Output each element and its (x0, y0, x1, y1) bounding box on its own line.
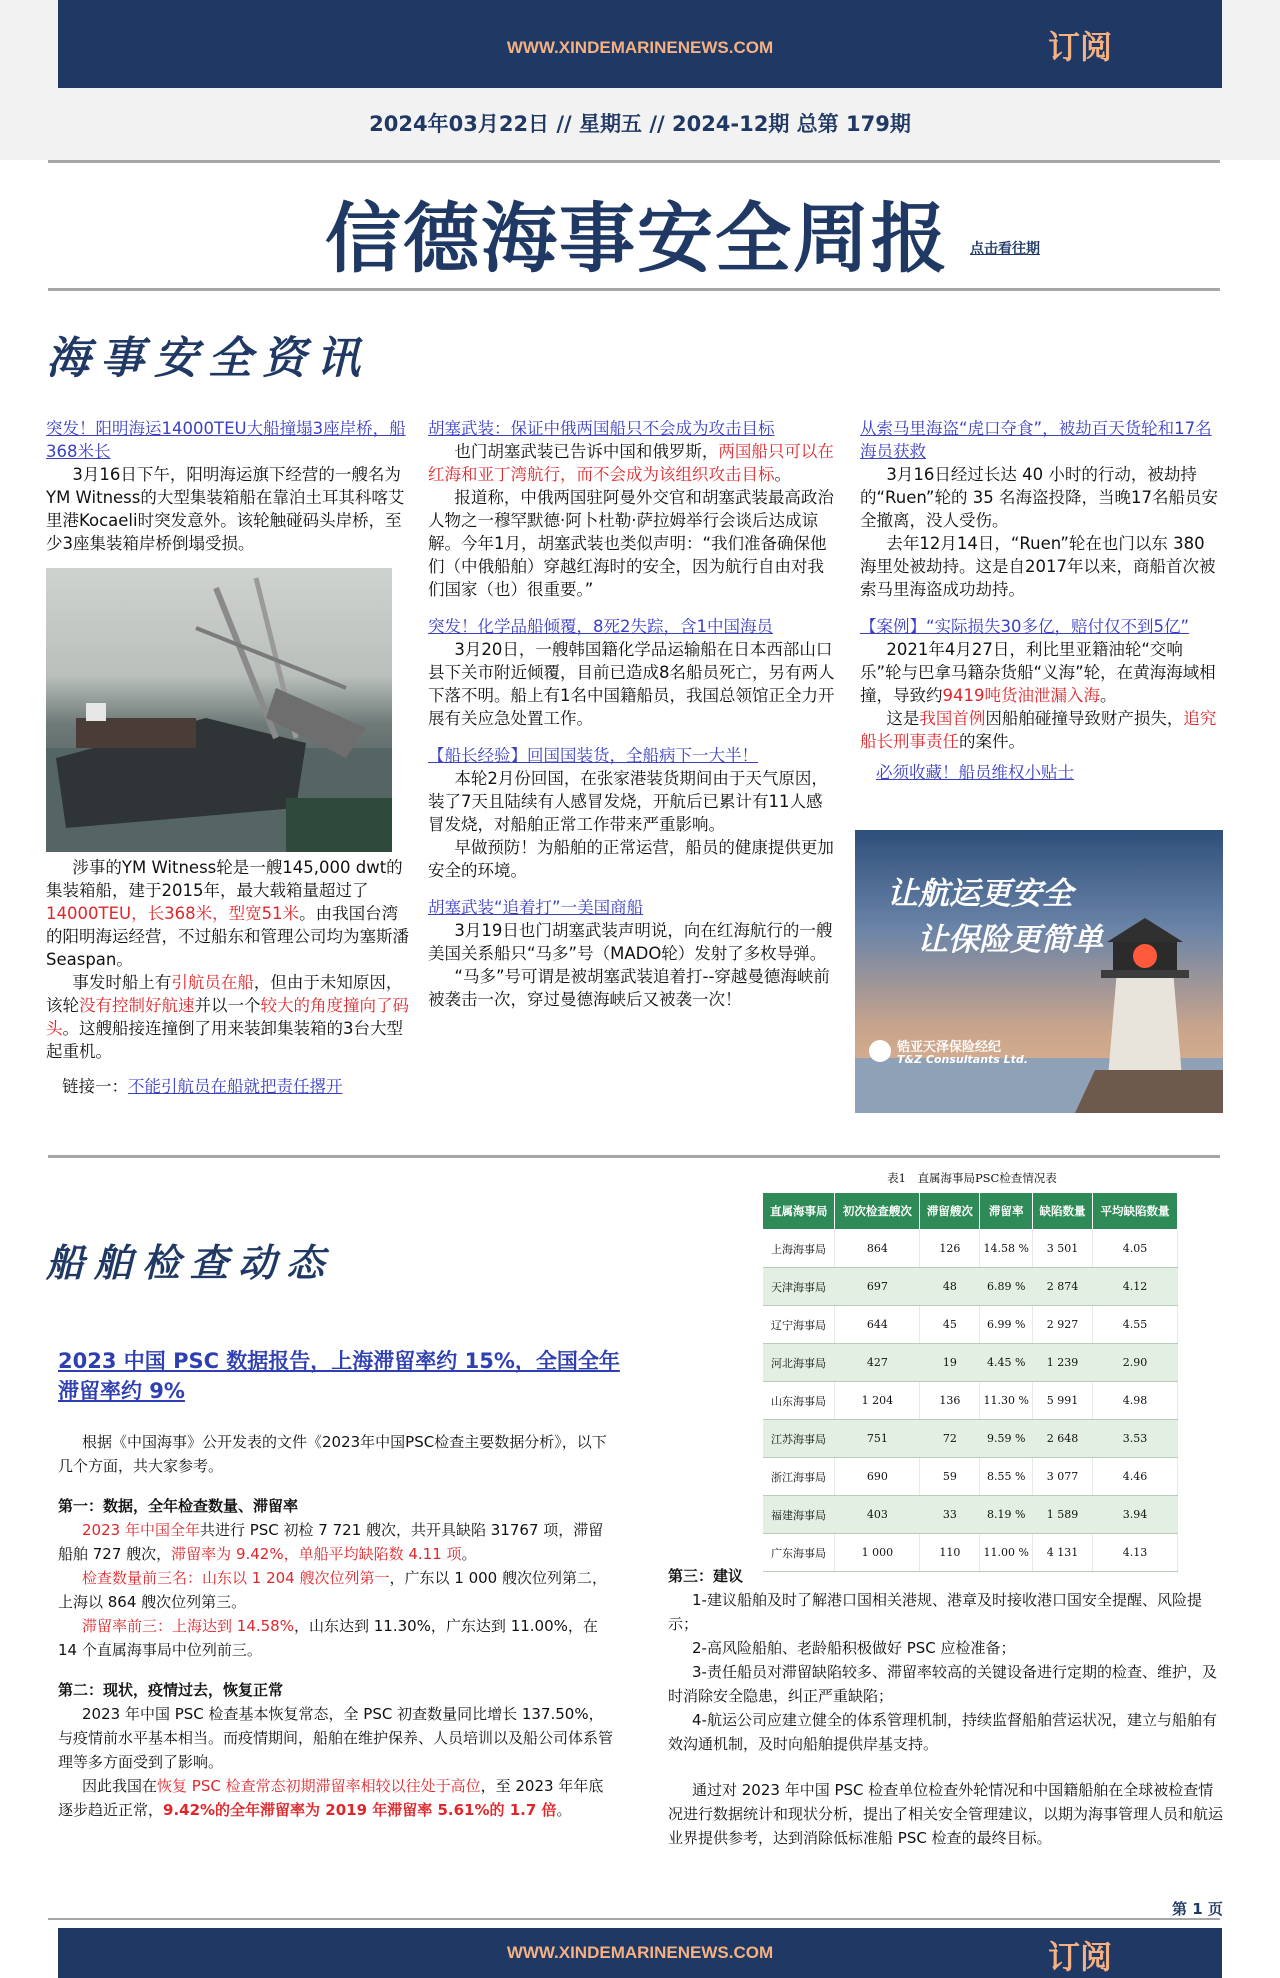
table-cell: 3 077 (1033, 1458, 1093, 1496)
paragraph: ，山东达到 11.30%，广东达到 11.00%，在 14 个直属海事局中位列前三。 (58, 1617, 598, 1659)
news-column-1b (46, 856, 410, 1098)
table-cell: 3.94 (1093, 1496, 1178, 1534)
table-cell: 126 (920, 1230, 980, 1268)
page-number: 第 1 页 (1172, 1900, 1223, 1918)
paragraph: ，至 2023 年年底逐步趋近正常， (58, 1777, 604, 1819)
table-cell: 4.98 (1093, 1382, 1178, 1420)
highlight-text: 9.42%的全年滞留率为 2019 年滞留率 5.61%的 1.7 倍 (163, 1801, 557, 1819)
table-caption: 表1 直属海事局PSC检查情况表 (887, 1171, 1057, 1185)
table-cell: 864 (835, 1230, 920, 1268)
article-link-seafarer-rights[interactable]: 必须收藏！船员维权小贴士 (876, 763, 1074, 782)
paragraph: 。 (1100, 686, 1117, 705)
psc-report-right (668, 1564, 1228, 1850)
site-url-link[interactable]: WWW.XINDEMARINENEWS.COM (506, 38, 774, 57)
table-cell: 697 (835, 1268, 920, 1306)
section-title-news: 海事安全资讯 (46, 333, 370, 384)
table-cell: 1 239 (1033, 1344, 1093, 1382)
paragraph: ，广东以 1 000 艘次位列第二，上海以 864 艘次位列第三。 (58, 1569, 607, 1611)
article-link-captain-experience[interactable]: 【船长经验】回国国装货，全船病下一大半！ (428, 746, 758, 765)
paragraph: 本轮2月份回国，在张家港装货期间由于天气原因，装了7天且陆续有人感冒发烧，开航后已累计有11人感冒发烧，对船舶正常工作带来严重影响。 (428, 769, 828, 834)
paragraph: 3月20日，一艘韩国籍化学品运输船在日本西部山口县下关市附近倾覆，目前已造成8名船员死亡，另有两人下落不明。船上有1名中国籍船员，我国总领馆正全力开展有关应急处置工作。 (428, 640, 835, 728)
highlight-text: 较大的角度撞向了码头 (46, 996, 409, 1038)
paragraph: 。这艘船接连撞倒了用来装卸集装箱的3台大型起重机。 (46, 1019, 403, 1061)
paragraph: 这是 (886, 709, 920, 728)
table-row (763, 1344, 1178, 1382)
divider (48, 160, 1220, 163)
table-cell: 天津海事局 (763, 1268, 835, 1306)
table-cell: 403 (835, 1496, 920, 1534)
table-cell: 751 (835, 1420, 920, 1458)
table-row (763, 1382, 1178, 1420)
table-cell: 33 (920, 1496, 980, 1534)
table-header-cell: 滞留率 (980, 1193, 1033, 1230)
table-cell: 2 648 (1033, 1420, 1093, 1458)
table-cell: 4.12 (1093, 1268, 1178, 1306)
table-row (763, 1268, 1178, 1306)
ad-company-en: T&Z Consultants Ltd. (897, 1053, 1028, 1066)
paragraph: 因船舶碰撞导致财产损失， (985, 709, 1184, 728)
highlight-text: 没有控制好航速 (79, 996, 195, 1015)
subscribe-link[interactable]: 订阅 (1047, 28, 1112, 66)
ad-company-cn: 锆亚天泽保险经纪 (897, 1040, 1002, 1055)
table-cell: 江苏海事局 (763, 1420, 835, 1458)
highlight-text: 引航员在船 (171, 973, 254, 992)
table-cell: 48 (920, 1268, 980, 1306)
table-cell: 4 131 (1033, 1534, 1093, 1572)
paragraph: 并以一个 (194, 996, 261, 1015)
paragraph: 2023 年中国 PSC 检查基本恢复常态，全 PSC 初查数量同比增长 137.50%，与疫情前水平基本相当。而疫情期间，船舶在维护保养、人员培训以及船公司体系管理等多方面受到了影响。 (58, 1705, 614, 1771)
table-cell: 4.13 (1093, 1534, 1178, 1572)
paragraph: 。 (556, 1801, 572, 1819)
article-link-houthi-us-ship[interactable]: 胡塞武装“追着打”一美国商船 (428, 898, 644, 917)
ad-slogan-1: 让航运更安全 (887, 876, 1073, 912)
table-cell: 3 501 (1033, 1230, 1093, 1268)
footer-bar (58, 1928, 1222, 1978)
table-cell: 3.53 (1093, 1420, 1178, 1458)
suggestion-item: 1-建议船舶及时了解港口国相关港规、港章及时接收港口国安全提醒、风险提示； (668, 1591, 1202, 1633)
table-cell: 4.55 (1093, 1306, 1178, 1344)
table-cell: 8.55 % (980, 1458, 1033, 1496)
psc-table (762, 1192, 1178, 1572)
paragraph: 3月19日也门胡塞武装声明说，向在红海航行的一艘美国关系船只“马多”号（MADO轮）发射了多枚导弹。 (428, 921, 833, 963)
paragraph: 通过对 2023 年中国 PSC 检查单位检查外轮情况和中国籍船舶在全球被检查情况进行数据统计和现状分析，提出了相关安全管理建议，以期为海事管理人员和航运业界提供参考，达到消除低标准船 PSC 检查的最终目标。 (668, 1781, 1224, 1847)
table-cell: 山东海事局 (763, 1382, 835, 1420)
table-cell: 福建海事局 (763, 1496, 835, 1534)
subheading: 第三：建议 (668, 1567, 744, 1585)
footer-url-link[interactable]: WWW.XINDEMARINENEWS.COM (506, 1943, 774, 1962)
paragraph: 2021年4月27日，利比里亚籍油轮“交响乐”轮与巴拿马籍杂货船“义海”轮，在黄海海域相撞，导致约 (860, 640, 1216, 705)
table-cell: 4.05 (1093, 1230, 1178, 1268)
highlight-text: 两国船只可以在红海和亚丁湾航行，而不会成为该组织攻击目标 (428, 442, 834, 484)
table-cell: 136 (920, 1382, 980, 1420)
table-row (763, 1306, 1178, 1344)
table-cell: 8.19 % (980, 1496, 1033, 1534)
link-label: 链接一： (62, 1077, 128, 1096)
article-link-chemical-tanker[interactable]: 突发！化学品船倾覆，8死2失踪，含1中国海员 (428, 617, 773, 636)
footer-subscribe-link[interactable]: 订阅 (1047, 1938, 1112, 1976)
table-row (763, 1420, 1178, 1458)
table-cell: 19 (920, 1344, 980, 1382)
highlight-text: 滞留率前三：上海达到 14.58% (82, 1617, 294, 1635)
table-cell: 6.89 % (980, 1268, 1033, 1306)
table-cell: 1 000 (835, 1534, 920, 1572)
divider (48, 1918, 1220, 1920)
paragraph: 根据《中国海事》公开发表的文件《2023年中国PSC检查主要数据分析》，以下几个方面，共大家参考。 (58, 1433, 607, 1475)
table-cell: 4.46 (1093, 1458, 1178, 1496)
company-logo-icon (869, 1040, 891, 1062)
table-cell: 14.58 % (980, 1230, 1033, 1268)
divider (48, 1155, 1220, 1158)
table-cell: 72 (920, 1420, 980, 1458)
table-cell: 1 204 (835, 1382, 920, 1420)
paragraph: 。 (774, 465, 791, 484)
dateline: 2024年03月22日 // 星期五 // 2024-12期 总第 179期 (369, 112, 911, 136)
table-cell: 5 991 (1033, 1382, 1093, 1420)
table-cell: 644 (835, 1306, 920, 1344)
suggestion-item: 3-责任船员对滞留缺陷较多、滞留率较高的关键设备进行定期的检查、维护，及时消除安全隐患，纠正严重缺陷； (668, 1663, 1217, 1705)
ship-crash-photo-illustration (46, 568, 392, 852)
paragraph: 报道称，中俄两国驻阿曼外交官和胡塞武装最高政治人物之一穆罕默德·阿卜杜勒·萨拉姆举行会谈后达成谅解。今年1月，胡塞武装也类似声明：“我们准备确保他们（中俄船舶）穿越红海时的安全，因为航行自由对我们国家（也）很重要。” (428, 488, 834, 599)
table-header-cell: 滞留艘次 (920, 1193, 980, 1230)
paragraph: 。由我国台湾的阳明海运经营，不过船东和管理公司均为塞斯潘Seaspan。 (46, 904, 409, 969)
paragraph: 去年12月14日，“Ruen”轮在也门以东 380 海里处被劫持。这是自2017年以来，商船首次被索马里海盗成功劫持。 (860, 534, 1216, 599)
table-cell: 11.30 % (980, 1382, 1033, 1420)
paragraph: ，但由于未知原因，该轮 (46, 973, 403, 1015)
highlight-text: 恢复 PSC 检查常态初期滞留率相较以往处于高位 (157, 1777, 481, 1795)
insurance-ad-banner[interactable] (855, 830, 1223, 1113)
table-cell: 110 (920, 1534, 980, 1572)
table-row (763, 1458, 1178, 1496)
psc-report-left (58, 1430, 618, 1822)
article-link-ym-witness[interactable]: 突发！阳明海运14000TEU大船撞塌3座岸桥，船368米长 (46, 419, 406, 461)
highlight-text: 2023 年中国全年 (82, 1521, 200, 1539)
paragraph: “马多”号可谓是被胡塞武装追着打--穿越曼德海峡前被袭击一次，穿过曼德海峡后又被袭一次！ (428, 967, 830, 1009)
table-header-cell: 初次检查艘次 (835, 1193, 920, 1230)
psc-table-figure (762, 1170, 1182, 1572)
table-cell: 辽宁海事局 (763, 1306, 835, 1344)
highlight-text: 检查数量前三名：山东以 1 204 艘次位列第一 (82, 1569, 390, 1587)
table-row (763, 1230, 1178, 1268)
section-title-inspection: 船舶检查动态 (46, 1240, 335, 1285)
paragraph: 的案件。 (959, 732, 1025, 751)
suggestion-item: 4-航运公司应建立健全的体系管理机制，持续监督船舶营运状况，建立与船舶有效沟通机制，及时向船舶提供岸基支持。 (668, 1711, 1217, 1753)
table-cell: 浙江海事局 (763, 1458, 835, 1496)
past-issues-link[interactable]: 点击看往期 (970, 241, 1040, 257)
table-cell: 9.59 % (980, 1420, 1033, 1458)
table-cell: 河北海事局 (763, 1344, 835, 1382)
table-row (763, 1496, 1178, 1534)
news-column-1 (46, 417, 406, 555)
highlight-text: 滞留率为 9.42%，单船平均缺陷数 4.11 项 (171, 1545, 462, 1563)
table-cell: 690 (835, 1458, 920, 1496)
article-link-case-collision[interactable]: 【案例】“实际损失30多亿，赔付仅不到5亿” (860, 617, 1190, 636)
table-cell: 11.00 % (980, 1534, 1033, 1572)
highlight-text: 我国首例 (919, 709, 986, 728)
table-cell: 2.90 (1093, 1344, 1178, 1382)
table-body (763, 1230, 1178, 1572)
table-cell: 59 (920, 1458, 980, 1496)
subheading: 第二：现状，疫情过去，恢复正常 (58, 1681, 284, 1699)
article-link-psc-report[interactable]: 2023 中国 PSC 数据报告，上海滞留率约 15%，全国全年滞留率约 9% (58, 1349, 620, 1403)
paragraph: 也门胡塞武装已告诉中国和俄罗斯， (454, 442, 719, 461)
table-cell: 上海海事局 (763, 1230, 835, 1268)
table-cell: 1 589 (1033, 1496, 1093, 1534)
subheading: 第一：数据，全年检查数量、滞留率 (58, 1497, 299, 1515)
table-header-row (763, 1193, 1178, 1230)
highlight-text: 9419吨货油泄漏入海 (942, 686, 1100, 705)
ad-slogan-2: 让保险更简单 (917, 922, 1103, 958)
article-link-somali-pirates[interactable]: 从索马里海盗“虎口夺食”，被劫百天货轮和17名海员获救 (860, 419, 1212, 461)
divider (48, 288, 1220, 291)
table-cell: 4.45 % (980, 1344, 1033, 1382)
paragraph: 3月16日经过长达 40 小时的行动，被劫持的“Ruen”轮的 35 名海盗投降，当晚17名船员安全撤离，没人受伤。 (860, 465, 1218, 530)
table-cell: 2 927 (1033, 1306, 1093, 1344)
table-header-cell: 直属海事局 (763, 1193, 835, 1230)
news-column-3 (860, 417, 1224, 784)
article-link-houthi-china-russia[interactable]: 胡塞武装：保证中俄两国船只不会成为攻击目标 (428, 419, 775, 438)
table-cell: 45 (920, 1306, 980, 1344)
suggestion-item: 2-高风险船舶、老龄船积极做好 PSC 应检准备； (692, 1639, 1016, 1657)
table-cell: 6.99 % (980, 1306, 1033, 1344)
paragraph: 3月16日下午，阳明海运旗下经营的一艘名为YM Witness的大型集装箱船在靠泊土耳其科喀艾里港Kocaeli时突发意外。该轮触碰码头岸桥，至少3座集装箱岸桥倒塌受损。 (46, 465, 405, 553)
paragraph: 因此我国在 (82, 1777, 158, 1795)
paragraph: 早做预防！为船舶的正常运营，船员的健康提供更加安全的环境。 (428, 838, 834, 880)
paragraph: 事发时船上有 (72, 973, 172, 992)
table-header-cell: 平均缺陷数量 (1093, 1193, 1178, 1230)
table-cell: 427 (835, 1344, 920, 1382)
table-cell: 广东海事局 (763, 1534, 835, 1572)
table-header-cell: 缺陷数量 (1033, 1193, 1093, 1230)
news-column-2 (428, 417, 838, 1011)
ship-crash-photo (46, 568, 392, 852)
paragraph: 共进行 PSC 初检 7 721 艘次，共开具缺陷 31767 项，滞留船舶 727 艘次， (58, 1521, 604, 1563)
highlight-text: 14000TEU，长368米，型宽51米 (46, 904, 300, 923)
header-bar (58, 0, 1222, 88)
paragraph: 。 (461, 1545, 477, 1563)
article-link-pilot[interactable]: 不能引航员在船就把责任撂开 (128, 1077, 343, 1096)
highlight-text: 追究船长刑事责任 (860, 709, 1217, 751)
paragraph: 涉事的YM Witness轮是一艘145,000 dwt的集装箱船，建于2015年，最大载箱量超过了 (46, 858, 403, 900)
table-cell: 2 874 (1033, 1268, 1093, 1306)
masthead-title: 信德海事安全周报 (325, 194, 949, 283)
